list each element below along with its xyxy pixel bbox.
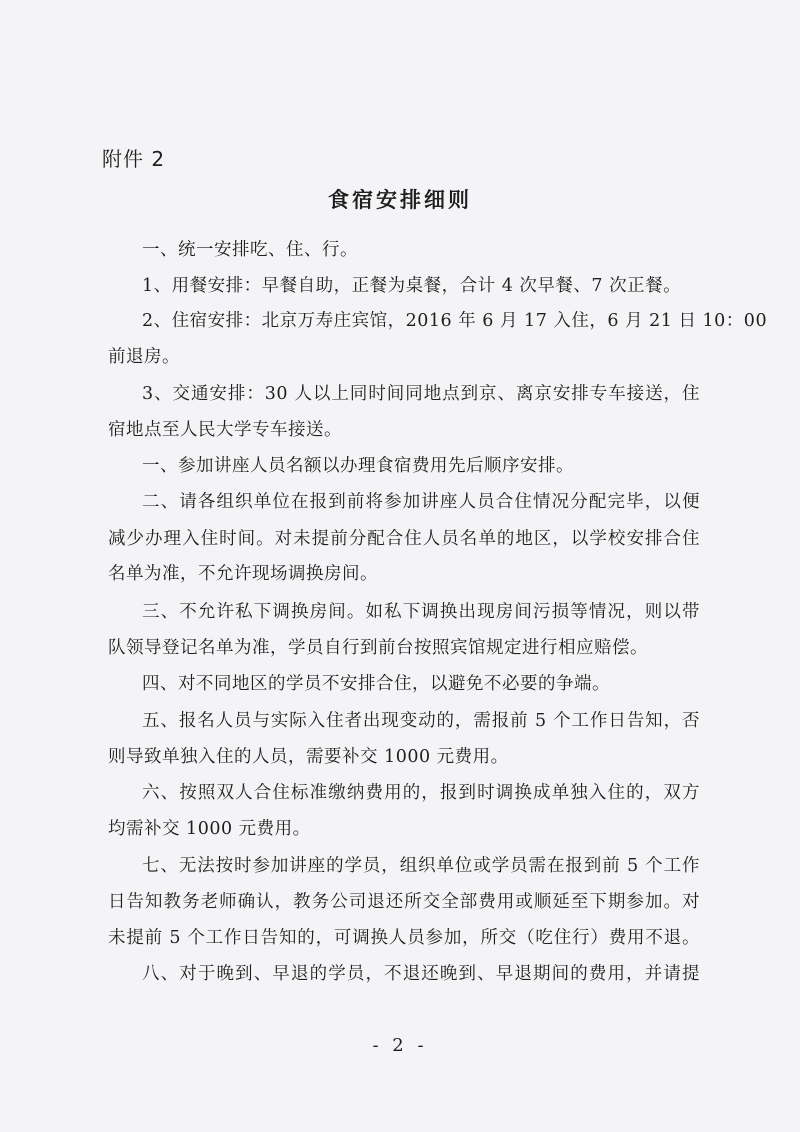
text-line: 1、用餐安排：早餐自助，正餐为桌餐，合计 4 次早餐、7 次正餐。 — [142, 276, 682, 296]
text-line: 日告知教务老师确认，教务公司退还所交全部费用或顺延至下期参加。对 — [108, 892, 700, 912]
page-number: - 2 - — [372, 1035, 428, 1056]
text-line: 2、住宿安排：北京万寿庄宾馆，2016 年 6 月 17 入住，6 月 21 日 10：00 — [142, 311, 768, 331]
text-line: 前退房。 — [108, 347, 180, 367]
text-line: 均需补交 1000 元费用。 — [108, 819, 311, 839]
text-line: 名单为准，不允许现场调换房间。 — [108, 564, 378, 584]
text-line: 宿地点至人民大学专车接送。 — [108, 420, 342, 440]
text-line: 三、不允许私下调换房间。如私下调换出现房间污损等情况，则以带 — [142, 602, 700, 622]
text-line: 未提前 5 个工作日告知的，可调换人员参加，所交（吃住行）费用不退。 — [108, 928, 700, 948]
text-line: 3、交通安排：30 人以上同时间同地点到京、离京安排专车接送，住 — [142, 384, 700, 404]
text-line: 一、统一安排吃、住、行。 — [142, 240, 358, 260]
text-line: 四、对不同地区的学员不安排合住，以避免不必要的争端。 — [142, 674, 610, 694]
text-line: 八、对于晚到、早退的学员，不退还晚到、早退期间的费用，并请提 — [142, 964, 700, 984]
text-line: 减少办理入住时间。对未提前分配合住人员名单的地区，以学校安排合住 — [108, 529, 700, 549]
text-line: 五、报名人员与实际入住者出现变动的，需报前 5 个工作日告知，否 — [142, 711, 700, 731]
text-line: 六、按照双人合住标准缴纳费用的，报到时调换成单独入住的，双方 — [142, 783, 700, 803]
page-title: 食宿安排细则 — [328, 188, 472, 212]
text-line: 则导致单独入住的人员，需要补交 1000 元费用。 — [108, 747, 509, 767]
text-line: 二、请各组织单位在报到前将参加讲座人员合住情况分配完毕，以便 — [142, 492, 700, 512]
text-line: 七、无法按时参加讲座的学员，组织单位或学员需在报到前 5 个工作 — [142, 856, 700, 876]
attachment-label: 附件 2 — [102, 147, 166, 171]
text-line: 一、参加讲座人员名额以办理食宿费用先后顺序安排。 — [142, 456, 574, 476]
text-line: 队领导登记名单为准，学员自行到前台按照宾馆规定进行相应赔偿。 — [108, 638, 648, 658]
